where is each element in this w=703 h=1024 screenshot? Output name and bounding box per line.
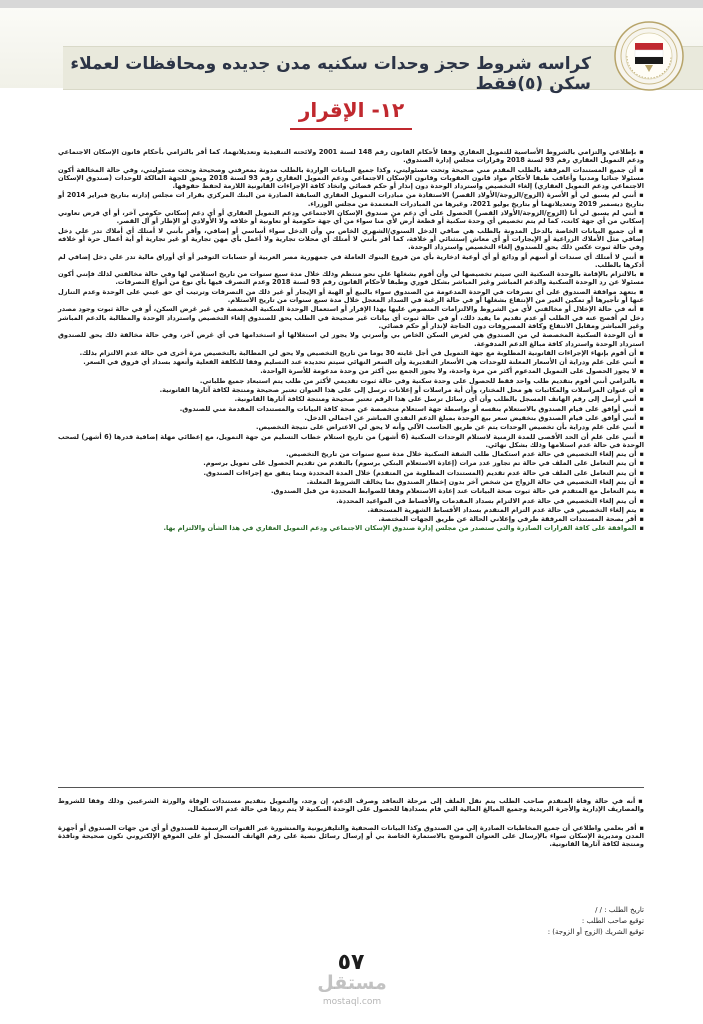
bullet-icon: ▪ — [639, 376, 644, 385]
bullet-icon: ▪ — [639, 252, 644, 261]
clause-2 — [58, 166, 644, 191]
lower-clause-2 — [58, 824, 644, 849]
partner-signature-field: توقيع الشريك (الزوج أو الزوجة) : — [547, 928, 644, 936]
clause-text: أن عنوان المراسلات والمكاتبات هو محل المختار، وأن أية مراسلات أو إعلانات ترسل إلى على هذا العنوان تعتبر صحيحة ومنتجة لكافة آثارها القانونية. — [159, 386, 637, 395]
clause-text: أن الوحدة السكنية المخصصة لي من الصندوق هي لغرض السكن الخاص بي وأسرتي ولا يجوز لي استغلالها أو استخدامها في أي غرض آخر، وفي حالة مخالفة ذلك يحق للصندوق استرداد الوحدة واسترداد كافة مبالغ الدعم المدفوعة. — [58, 331, 644, 348]
section-divider — [58, 787, 644, 788]
clause-24 — [58, 478, 644, 486]
clause-text: يتم التعامل مع المتقدم في حالة ثبوت صحة البيانات عند إعادة الاستعلام وفقا للضوابط المحددة من قبل الصندوق. — [271, 487, 637, 496]
clause-text: أنه في حالة الإخلال أو مخالفتي لأي من الشروط والالتزامات المنصوص عليها بهذا الإقرار أو استعمال الوحدة السكنية المخصصة في غير غرض السكن، أو في حالة ثبوت وجود مصدر دخل لم أفصح عنه في الطلب أو عدم تقديم ما يفيد ذلك، أو في حالة ثبوت أي بيانات غير صحيحة في الطلب يحق للصندوق إلغاء التخصيص واسترداد الوحدة والمطالبة بالدعم المباشر وغير المباشر ومقابل الانتفاع وكافة المصروفات دون الحاجة لإنذار أو حكم قضائي. — [58, 305, 644, 330]
bullet-icon: ▪ — [639, 413, 644, 422]
clause-6 — [58, 253, 644, 270]
clause-text: أنني أوافق على قيام الصندوق بالاستعلام بنفسه أو بواسطة جهة استعلام متخصصة عن صحة كافة البيانات والمستندات المقدمة مني للصندوق. — [179, 404, 637, 413]
clause-5 — [58, 227, 644, 252]
clause-text: أن يتم التعامل على الملف في حالة عدم تقديم (المستندات المطلوبة من المتقدم) خلال المدة المحددة وبما يتفق مع إجراءات الصندوق. — [203, 468, 637, 477]
clause-25 — [58, 487, 644, 495]
clause-text: أنه في حالة وفاة المتقدم صاحب الطلب يتم نقل الملف إلى مرحلة التعاقد وصرف الدعم، إن وجد، والتمويل بتقديم مستندات الوفاة والورثة الشرعيين وذلك وفقا للشروط والمصاريف الإدارية والأجرة البريدية وجميع المبالغ المالية التي قام بسدادها للحصول على الوحدة السكنية لا يتم ردها في حالة عدم الاستكمال. — [58, 797, 644, 814]
clause-text: أن أقوم بإنهاء الإجراءات القانونية المطلوبة مع جهة التمويل في أجل غايته 30 يوما من تاريخ التخصيص ولا يحق لي المطالبة بالتخصيص مرة أخرى في حالة عدم الالتزام بذلك. — [79, 348, 637, 357]
clause-29 — [58, 524, 644, 532]
ministry-logo — [597, 16, 697, 96]
clause-text: يتم إلغاء التخصيص في حالة عدم التزام المتقدم بسداد الأقساط الشهرية المستحقة. — [367, 505, 637, 514]
clause-text: أن جميع البيانات الخاصة بالدخل المدونة بالطلب هي صافي الدخل السنوي/الشهري الخاص بي وأن الدخل سواء أساسي أو إضافي، وأقر بأنني لا أمتلك أي أملاك تدر علي دخل إضافي مثل الأملاك الزراعية أو الإيجارات أو أي معاش إستثنائي أو خلافة، كما أقر بأنني لا أمتلك أي محلات تجارية ولا أعمل بأي مهن تجارية أو غير تجارية أو أية أعمال حرة أو خلافه وفي حالة ثبوت عكس ذلك يحق للصندوق إلغاء التخصيص واسترداد الوحدة. — [58, 226, 644, 252]
bullet-icon: ▪ — [638, 226, 644, 235]
clause-26 — [58, 497, 644, 505]
bullet-icon: ▪ — [638, 797, 644, 805]
clause-28 — [58, 515, 644, 523]
clause-text: أن يتم إلغاء التخصيص في حالة عدم استكمال طلب الشقة السكنية خلال مدة سبع سنوات من تاريخ التخصيص. — [286, 450, 637, 459]
bullet-icon: ▪ — [639, 386, 644, 395]
section-heading: ١٢- الإقرار — [298, 98, 405, 122]
top-strip — [0, 0, 703, 8]
bullet-icon: ▪ — [639, 459, 644, 468]
bullet-icon: ▪ — [638, 331, 644, 340]
clause-16 — [58, 395, 644, 403]
heading-underline — [290, 128, 412, 130]
clause-4 — [58, 209, 644, 226]
clause-text: بتعهد موافقة الصندوق على أي تصرفات في الوحدة المدعومة من الصندوق سواء بالبيع أو الهبة أو الإيجار أو غير ذلك من التصرفات وترتيب أي حق عيني على الوحدة وعدم التنازل عنها أو تأجيرها أو تمكين الغير من الإنتفاع بشغلها أو في حالة الرغبة في السداد المعجل خلال مدة سبع سنوات من تاريخ الاستلام. — [58, 287, 644, 305]
clause-text: أنني أرسل إلى رقم الهاتف المسجل بالطلب وأن أي رسائل ترسل على هذا الرقم تعتبر صحيحة ومنتجة لكافة آثارها القانونية. — [234, 395, 637, 404]
bullet-icon: ▪ — [639, 404, 644, 413]
lower-clauses — [58, 797, 644, 849]
bullet-icon: ▪ — [639, 305, 644, 314]
clause-11 — [58, 349, 644, 357]
clause-20 — [58, 433, 644, 450]
clause-text: أنني على علم ودراية بأن تخصيص الوحدات يتم عن طريق الحاسب الآلي وأنه لا يحق لي الاعتراض على نتيجة التخصيص. — [255, 423, 637, 432]
clause-text: الموافقة على كافة القرارات الصادرة والتي ستصدر من مجلس إدارة صندوق الإسكان الاجتماعي ودعم التمويل العقاري في هذا الشأن والالتزام بها. — [163, 524, 637, 533]
clause-text: أنني أوافق على قيام الصندوق بتخفيض سعر بيع الوحدة بمبلغ الدعم النقدي المباشر عن اجمالي الدخل. — [304, 413, 637, 422]
clause-text: أن يتم إلغاء التخصيص في حالة عدم الالتزام بسداد المقدمات والأقساط في المواعيد المحددة. — [336, 496, 637, 505]
bullet-icon: ▪ — [639, 524, 644, 533]
clause-text: أنني على علم أن الحد الأقصى للمدة الزمنية لاستلام الوحدات السكنية (6 أشهر) من تاريخ استلام خطاب التسليم من جهة التمويل، مع إعطائي مهلة إضافية قدرها (6 أشهر) لسحب الوحدة في حالة عدم استلامها وذلك بشكل نهائي. — [58, 432, 644, 449]
bullet-icon: ▪ — [639, 209, 644, 218]
clause-text: أنني على علم ودراية أن الأسعار المعلنة للوحدات هي الأسعار التقديرية وأن السعر النهائي سيتم تحديده عند التسليم وفقا للتكلفة الفعلية وأتعهد بسداد أي فروق في السعر. — [83, 358, 637, 367]
clause-text: أنني لم يسبق لي أنا (الزوج/الزوجة/الأولاد القصر) الحصول على أي دعم من صندوق الإسكان الاجتماعي ودعم التمويل العقاري أو أي دعم إسكاني حكومي آخر، أو أي قرض تعاوني إسكاني من أي جهة كانت، كما لم يتم تخصيص أي وحدة سكنية أو قطعة أرض لأي منا سواء من أي جهة حكومية أو تعاونية أو خلافه ولا الأولادي أو الإطار أو آل القصر. — [58, 209, 644, 226]
bullet-icon: ▪ — [639, 487, 644, 496]
clause-text: أنني لا أمتلك أي سندات أو أسهم أو ودائع أو أي أوعية ادخارية بأي من فروع البنوك العاملة في جمهورية مصر العربية أو حسابات التوفير أو أي أوراق مالية تدر علي دخل إضافي لم أذكرها بالطلب. — [58, 252, 644, 269]
clause-7 — [58, 270, 644, 287]
clause-text: أن يتم التعامل على الملف في حالة تم تجاوز عدد مرات (إعادة الاستعلام البنكي برسوم) بالتقدم من تقديم الحصول على تمويل برسوم. — [203, 459, 637, 468]
applicant-signature-field: توقيع صاحب الطلب : — [581, 917, 644, 925]
clause-13 — [58, 367, 644, 375]
bullet-icon: ▪ — [639, 191, 644, 200]
bullet-icon: ▪ — [639, 423, 644, 432]
bullet-icon: ▪ — [639, 395, 644, 404]
bullet-icon: ▪ — [639, 358, 644, 367]
clause-27 — [58, 506, 644, 514]
bullet-icon: ▪ — [639, 450, 644, 459]
clause-22 — [58, 459, 644, 467]
header-title: كراسه شروط حجز وحدات سكنيه مدن جديده ومحافظات لعملاء سكن (٥)فقط — [70, 54, 591, 94]
watermark-url: mostaql.com — [322, 997, 382, 1007]
bullet-icon: ▪ — [639, 348, 644, 357]
clause-1 — [58, 148, 644, 165]
clause-text: أنني لم يسبق لي أو الأسرة (الزوج/الزوجة/الأولاد القصر) الاستفادة من مبادرات التمويل العقاري السابقة الصادرة من البنك المركزي بقرار ات مجلس إدارته بتاريخ فبراير 2014 أو بتاريخ ديسمبر 2019 وتعديلاتهما أو بتاريخ يوليو 2021، وغيرها من المبادرات المعتمدة من مجلس الوزراء. — [58, 191, 644, 208]
clause-18 — [58, 414, 644, 422]
bullet-icon: ▪ — [639, 505, 644, 514]
clause-14 — [58, 377, 644, 385]
bullet-icon: ▪ — [639, 148, 644, 156]
clause-text: أقر بصحة المستندات المرفقة طرفي وإعلاني الحالة عن طريق الجهات المختصة. — [378, 515, 637, 524]
clause-15 — [58, 386, 644, 394]
watermark-logo: مستقل — [317, 972, 387, 994]
bullet-icon: ▪ — [639, 432, 644, 441]
page-header — [0, 8, 703, 94]
bullet-icon: ▪ — [639, 496, 644, 505]
clause-text: أن جميع المستندات المرفقة بالطلب المقدم مني صحيحة وتحت مسئوليتي، وكذا جميع البيانات الواردة بالطلب مدونة بمعرفتي وصحيحة وتحت مسئوليتي، وفي حالة المخالفة أكون مسئولا جنائيا ومدنيا وأعاقب طبقا لأحكام مواد قانون العقوبات وقانون الإسكان الاجتماعي ودعم التمويل العقاري رقم 93 لسنة 2018 ويحق للجهة المالكة للوحدات (صندوق الإسكان الاجتماعي ودعم التمويل العقاري) إلغاء التخصيص واسترداد الوحدة دون إنذار أو حكم قضائي واتخاذ كافة الإجراءات القانونية اللازمة لحفظ حقوقها. — [58, 165, 644, 191]
clause-text: أقر بعلمي واطلاعي أن جميع المخاطبات الصادرة إلي من الصندوق وكذا البيانات الصحفية والتليفزيونية والمنشورة عبر القنوات الرسمية للصندوق أو أي من جهات الصندوق أو أجهزة المدن ومديرية الإسكان سواء بالإرسال على العنوان الموضح بالاستمارة الخاصة بي أو إرسال رسائل نصية على رقم الهاتف المسجل أو على الموقع الإلكتروني تكون صحيحة ونافذة ومنتجة لكافة آثارها القانونية. — [58, 823, 644, 849]
bullet-icon: ▪ — [639, 287, 644, 296]
clause-23 — [58, 469, 644, 477]
clause-12 — [58, 358, 644, 366]
clause-text: بإطلاعي والتزامي بالشروط الأساسية للتمويل العقاري وفقا لأحكام القانون رقم 148 لسنة 2001 ولائحته التنفيذية وتعديلاتهما، كما أقر بالتزامي بأحكام قانون الإسكان الاجتماعي ودعم التمويل العقاري رقم 93 لسنة 2018 وقرارات مجلس إدارة الصندوق. — [58, 148, 644, 165]
acknowledgement-body — [58, 148, 644, 534]
clause-text: بالتزامي أنني أقوم بتقديم طلب واحد فقط للحصول على وحدة سكنية وفي حالة ثبوت تقديمي لأكثر من طلب يتم استبعاد جميع طلباتي. — [199, 376, 637, 385]
request-date-field: تاريخ الطلب : / / — [595, 906, 644, 914]
bullet-icon: ▪ — [639, 367, 644, 376]
bullet-icon: ▪ — [639, 270, 644, 279]
bullet-icon: ▪ — [639, 515, 644, 524]
bullet-icon: ▪ — [639, 468, 644, 477]
bullet-icon: ▪ — [639, 823, 644, 832]
clause-21 — [58, 450, 644, 458]
lower-clause-1 — [58, 797, 644, 814]
clause-text: بالالتزام بالإقامة بالوحدة السكنية التي سيتم تخصيصها لي وأن أقوم بشغلها على نحو منتظم وذلك خلال مدة سبع سنوات من تاريخ استلامي لها وفي حالة مخالفتي لذلك فإنني أكون مسئولا عن رد الوحدة السكنية والدعم المباشر وغير المباشر بشكل فوري وطبقا لأحكام القانون رقم 93 لسنة 2018 وعدم التصرف فيها بأي نوع من أنواع التصرفات. — [58, 270, 644, 287]
bullet-icon: ▪ — [639, 477, 644, 486]
clause-text: أن يتم إلغاء التخصيص في حالة الزواج من شخص آخر بدون إخطار الصندوق بما يخالف الشروط المعلنة. — [306, 477, 637, 486]
clause-3 — [58, 191, 644, 208]
clause-9 — [58, 305, 644, 330]
clause-17 — [58, 405, 644, 413]
clause-8 — [58, 288, 644, 305]
signature-block — [380, 905, 644, 938]
clause-10 — [58, 331, 644, 348]
clause-text: لا يجوز الحصول على التمويل المدعوم أكثر من مرة واحدة، ولا يجوز الجمع بين أكثر من وحدة مدعومة للأسرة الواحدة. — [260, 367, 637, 376]
page-number: ٥٧ — [337, 950, 365, 975]
bullet-icon: ▪ — [639, 165, 644, 174]
clause-19 — [58, 423, 644, 431]
